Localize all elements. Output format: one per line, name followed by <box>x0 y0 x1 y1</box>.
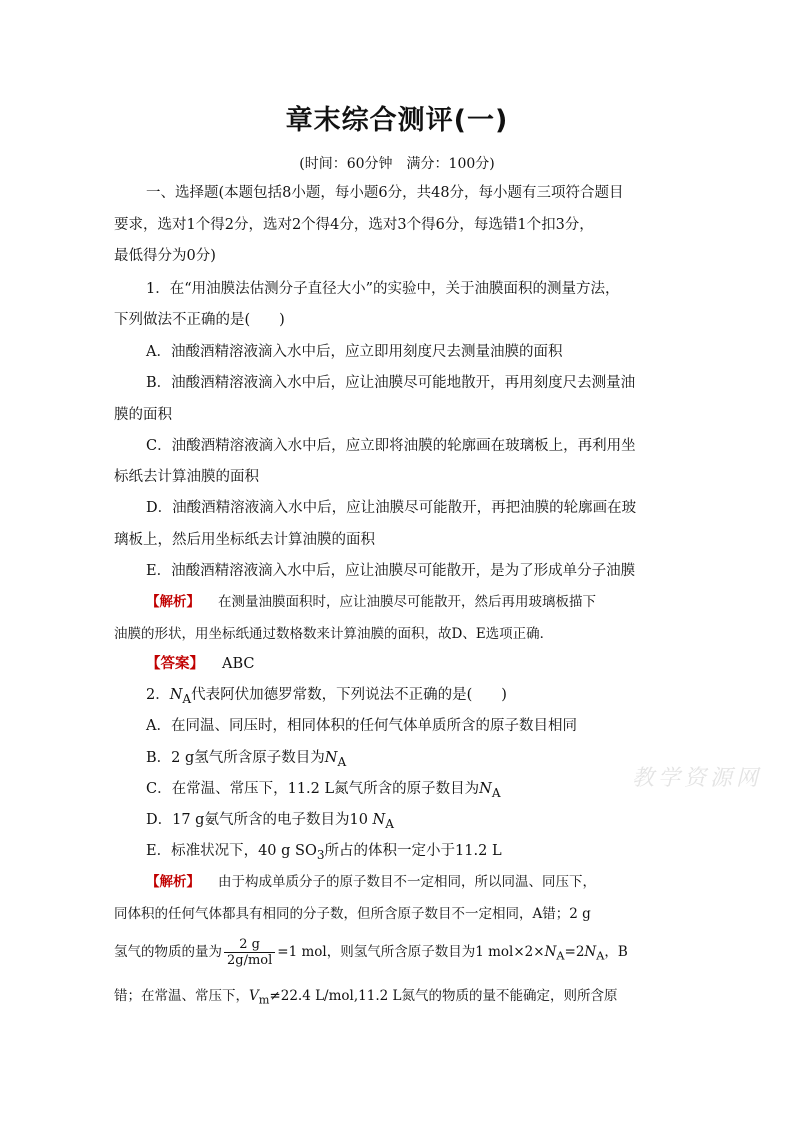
q1-answer <box>146 654 716 674</box>
q1-option-c: 标纸去计算油膜的面积 <box>114 469 259 485</box>
option-text: D．17 g氨气所含的电子数目为10 <box>146 812 368 828</box>
fraction <box>224 937 275 968</box>
na-subscript: A <box>385 816 394 831</box>
q2-analysis <box>114 933 684 976</box>
option-text: 所占的体积一定小于11.2 L <box>324 843 502 859</box>
q1-stem: 下列做法不正确的是( ) <box>114 312 285 328</box>
q2-analysis: 同体积的任何气体都具有相同的分子数，但所含原子数目不一定相同，A错；2 g <box>114 906 591 922</box>
q2-option-c <box>146 779 716 803</box>
section-heading-line: 最低得分为0分) <box>114 248 216 264</box>
na-subscript: A <box>337 754 347 769</box>
analysis-tag: 【解析】 <box>146 594 200 610</box>
analysis-text: =1 mol，则氢气所含原子数目为1 mol×2× <box>277 944 545 960</box>
q1-option-d: D．油酸酒精溶液滴入水中后，应让油膜尽可能散开，再把油膜的轮廓画在玻 <box>146 500 637 516</box>
analysis-text: =2 <box>564 944 585 960</box>
analysis-text: 由于构成单质分子的原子数目不一定相同，所以同温、同压下， <box>218 874 596 890</box>
q1-option-e: E．油酸酒精溶液滴入水中后，应让油膜尽可能散开，是为了形成单分子油膜 <box>146 563 636 579</box>
vm-symbol: V <box>249 988 259 1004</box>
vm-subscript: m <box>258 993 270 1007</box>
q1-analysis <box>146 592 716 612</box>
watermark: 教学资源网 <box>632 766 763 791</box>
na-symbol: N <box>584 944 597 960</box>
answer-text: ABC <box>222 656 255 672</box>
section-heading-line: 要求，选对1个得2分，选对2个得4分，选对3个得6分，每选错1个扣3分， <box>114 217 594 233</box>
na-symbol: N <box>372 812 386 828</box>
so3-subscript: 3 <box>316 847 325 862</box>
q2-stem <box>146 685 716 709</box>
page-title: 章末综合测评(一) <box>285 105 509 136</box>
na-subscript: A <box>596 949 605 963</box>
analysis-text: 在测量油膜面积时，应让油膜尽可能散开，然后再用玻璃板描下 <box>218 594 596 610</box>
q1-option-b: B．油酸酒精溶液滴入水中后，应让油膜尽可能地散开，再用刻度尺去测量油 <box>146 375 636 391</box>
na-subscript: A <box>491 785 501 800</box>
option-text: B．2 g氢气所含原子数目为 <box>146 750 325 766</box>
na-symbol: N <box>324 750 338 766</box>
answer-tag: 【答案】 <box>146 655 204 672</box>
q2-number: 2． <box>146 687 170 703</box>
q1-option-a: A．油酸酒精溶液滴入水中后，应立即用刻度尺去测量油膜的面积 <box>146 344 563 360</box>
option-text: C．在常温、常压下，11.2 L氮气所含的原子数目为 <box>146 781 480 797</box>
analysis-text: ≠22.4 L/mol,11.2 L氮气的物质的量不能确定，则所含原 <box>269 988 618 1004</box>
analysis-text: 错；在常温、常压下， <box>114 988 249 1004</box>
q1-stem: 1．在“用油膜法估测分子直径大小”的实验中，关于油膜面积的测量方法， <box>146 281 620 297</box>
q2-analysis <box>146 872 716 892</box>
na-subscript: A <box>182 691 192 706</box>
section-heading-line: 一、选择题(本题包括8小题，每小题6分，共48分，每小题有三项符合题目 <box>146 185 624 201</box>
q1-option-c: C．油酸酒精溶液滴入水中后，应立即将油膜的轮廓画在玻璃板上，再利用坐 <box>146 438 636 454</box>
q2-stem-text: 代表阿伏加德罗常数，下列说法不正确的是( ) <box>191 687 507 703</box>
na-symbol: N <box>169 687 183 703</box>
q1-option-b: 膜的面积 <box>114 407 172 423</box>
fraction-numerator: 2 g <box>224 937 275 953</box>
q2-option-a: A．在同温、同压时，相同体积的任何气体单质所含的原子数目相同 <box>146 718 577 734</box>
analysis-text: 氢气的物质的量为 <box>114 944 222 960</box>
option-text: E．标准状况下，40 g SO <box>146 843 317 859</box>
q2-option-d <box>146 810 716 834</box>
fraction-denominator: 2g/mol <box>227 953 273 968</box>
q2-analysis <box>114 986 684 1011</box>
q2-option-e <box>146 841 716 865</box>
na-subscript: A <box>556 949 565 963</box>
q2-option-b <box>146 748 716 772</box>
analysis-text: ，B <box>604 944 628 960</box>
exam-time-score: (时间：60分钟 满分：100分) <box>299 156 495 172</box>
q1-option-d: 璃板上，然后用坐标纸去计算油膜的面积 <box>114 532 375 548</box>
q1-analysis: 油膜的形状，用坐标纸通过数格数来计算油膜的面积，故D、E选项正确． <box>114 626 554 642</box>
na-symbol: N <box>479 781 492 797</box>
na-symbol: N <box>544 944 557 960</box>
analysis-tag: 【解析】 <box>146 874 200 890</box>
